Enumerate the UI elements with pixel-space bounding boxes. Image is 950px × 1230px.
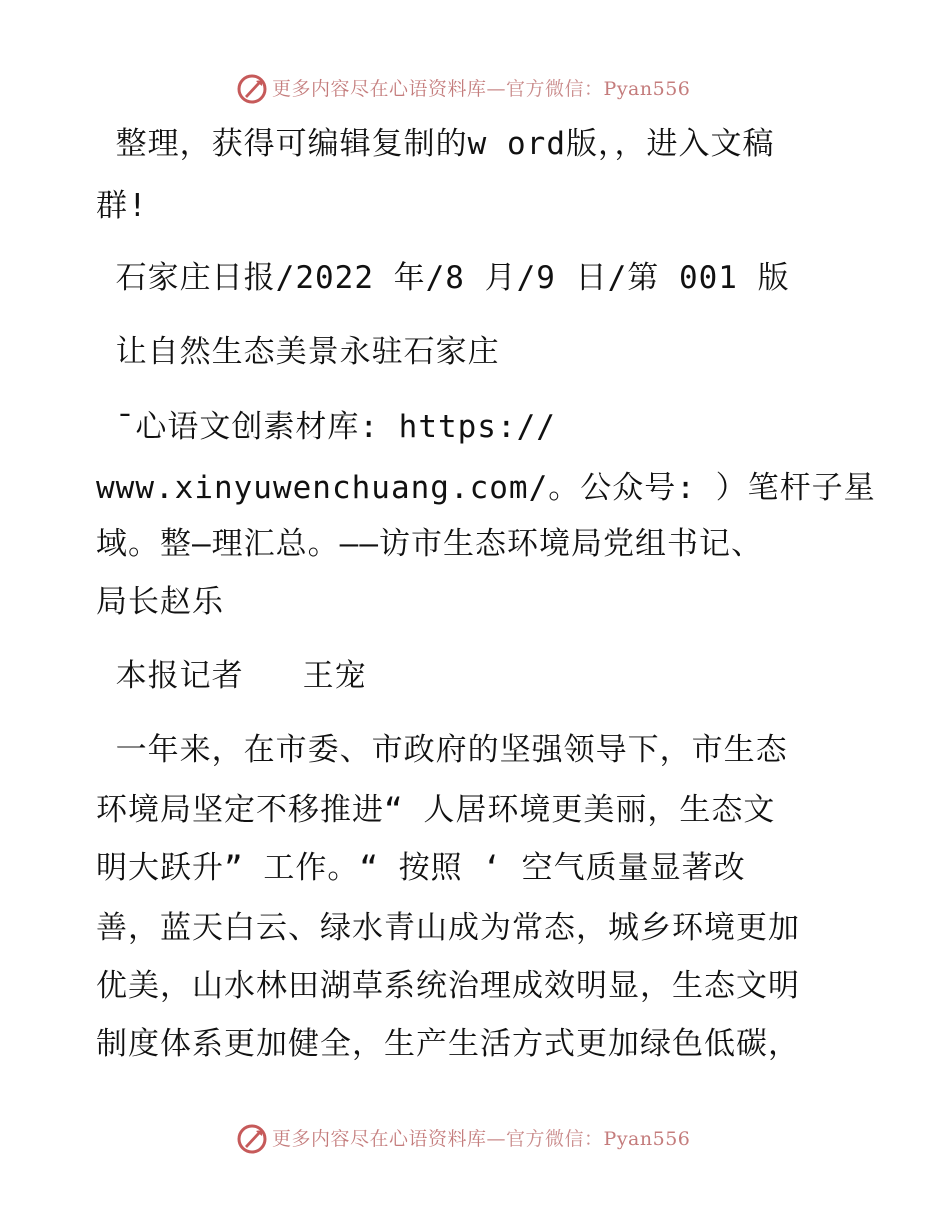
doc-line: 石家庄日报/2022 年/8 月/9 日/第 001 版 <box>96 260 790 296</box>
doc-line: www.xinyuwenchuang.com/。公众号: ）笔杆子星 <box>96 470 876 506</box>
doc-line: ¯心语文创素材库: https:// <box>96 409 556 445</box>
doc-line: 环境局坚定不移推进“ 人居环境更美丽，生态文 <box>96 792 776 828</box>
doc-line: 局长赵乐 <box>96 584 224 620</box>
watermark-text: 更多内容尽在心语资料库—官方微信：Pyan556 <box>272 1128 691 1150</box>
watermark-text: 更多内容尽在心语资料库—官方微信：Pyan556 <box>272 78 691 100</box>
doc-line: 善，蓝天白云、绿水青山成为常态，城乡环境更加 <box>96 910 800 946</box>
quill-in-circle-logo-icon <box>236 1123 268 1155</box>
doc-line: 制度体系更加健全，生产生活方式更加绿色低碳， <box>96 1026 800 1062</box>
doc-line: 整理，获得可编辑复制的w ord版，，进入文稿 <box>96 126 775 162</box>
doc-line: 域。整—理汇总。——访市生态环境局党组书记、 <box>96 526 763 562</box>
doc-line: 明大跃升” 工作。“ 按照 ‘ 空气质量显著改 <box>96 850 746 886</box>
doc-line: 一年来，在市委、市政府的坚强领导下，市生态 <box>96 732 788 768</box>
header-watermark <box>0 70 950 110</box>
quill-in-circle-logo-icon <box>236 73 268 105</box>
doc-line: 群! <box>96 188 148 224</box>
footer-watermark <box>0 1120 950 1160</box>
article-title: 让自然生态美景永驻石家庄 <box>96 334 500 370</box>
byline: 本报记者 王宠 <box>96 658 367 694</box>
doc-line: 优美，山水林田湖草系统治理成效明显，生态文明 <box>96 968 800 1004</box>
